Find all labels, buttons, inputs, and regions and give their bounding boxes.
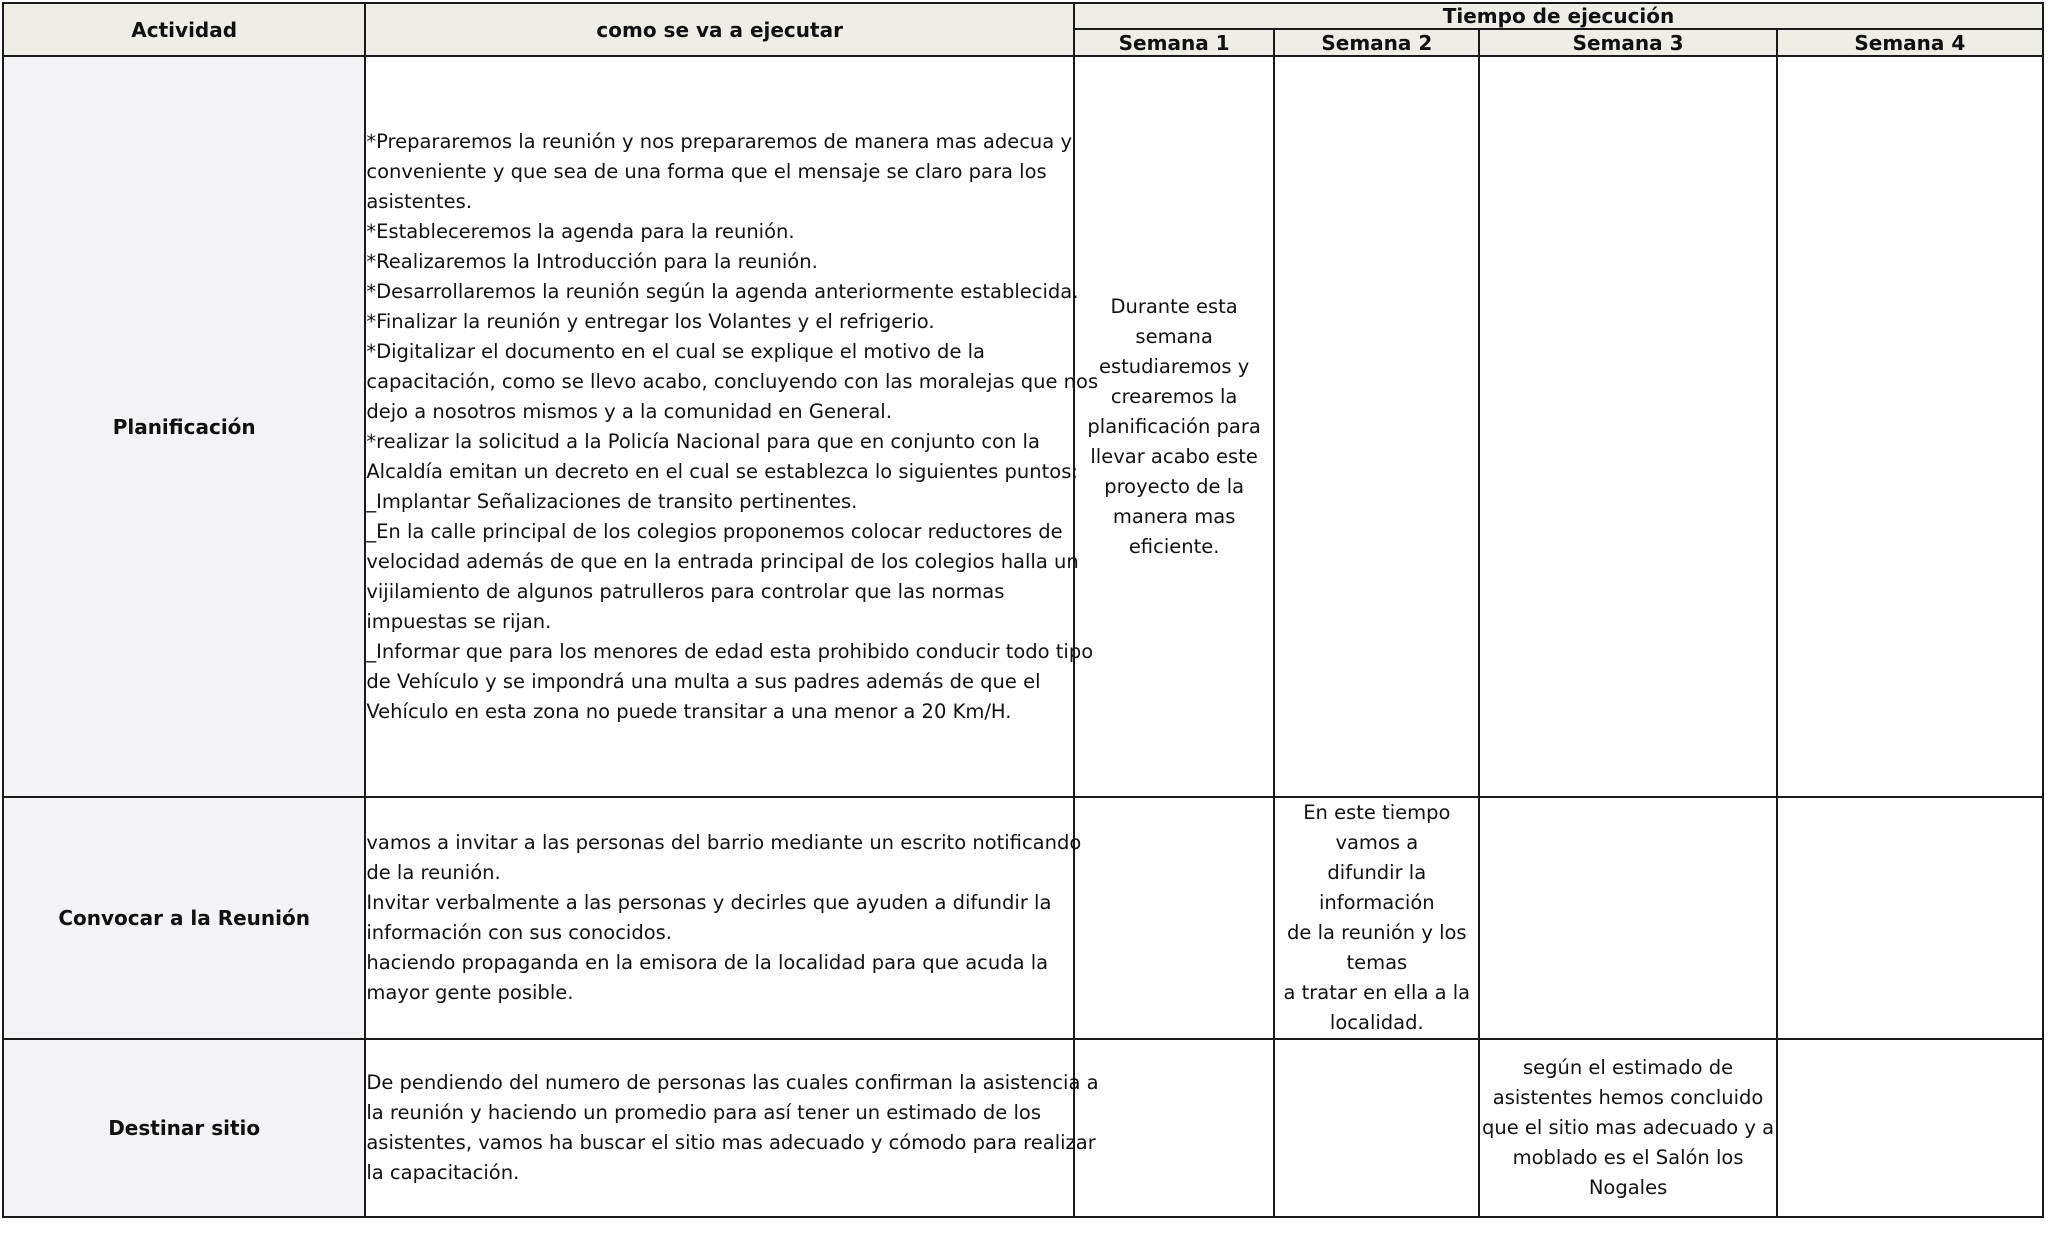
- week-4-cell: [1777, 797, 2043, 1039]
- cell-text-line: semana: [1135, 324, 1213, 348]
- cell-text-line: *Prepararemos la reunión y nos prepararemos de manera mas adecua y: [366, 129, 1072, 153]
- cell-text-line: moblado es el Salón los: [1512, 1146, 1744, 1169]
- table-row: [3, 797, 2043, 1039]
- cell-text-line: Nogales: [1588, 1176, 1668, 1199]
- cell-text-line: De pendiendo del numero de personas las cuales confirman la asistencia a: [366, 1071, 1099, 1094]
- cell-text-line: eficiente.: [1128, 534, 1220, 558]
- cell-text-line: En este tiempo: [1303, 801, 1451, 824]
- header-semana-2: Semana 2: [1274, 29, 1479, 56]
- description-cell: [365, 797, 1082, 1039]
- cell-text-line: de Vehículo y se impondrá una multa a sus padres además de que el: [366, 669, 1041, 693]
- cell-text-line: difundir la: [1327, 861, 1427, 884]
- header-semana-1: Semana 1: [1074, 29, 1274, 56]
- cell-text-line: a tratar en ella a la: [1283, 981, 1471, 1004]
- cell-text-line: impuestas se rijan.: [366, 609, 552, 633]
- header-actividad: Actividad: [3, 3, 365, 56]
- cell-text-line: *Estableceremos la agenda para la reunión.: [366, 219, 795, 243]
- cell-text-line: vamos a: [1335, 831, 1419, 854]
- cell-text-line: asistentes hemos concluido: [1492, 1086, 1764, 1109]
- cell-text-line: información con sus conocidos.: [366, 921, 672, 944]
- header-semana-4: Semana 4: [1777, 29, 2043, 56]
- cell-text-line: que el sitio mas adecuado y a: [1481, 1116, 1775, 1139]
- week-1-cell: [1074, 797, 1274, 1039]
- cell-text-line: _En la calle principal de los colegios proponemos colocar reductores de: [366, 519, 1063, 543]
- cell-text-line: dejo a nosotros mismos y a la comunidad en General.: [366, 399, 892, 423]
- cell-text-line: localidad.: [1329, 1011, 1424, 1034]
- cell-text-line: información: [1319, 891, 1435, 914]
- cell-text-line: mayor gente posible.: [366, 981, 574, 1004]
- cell-text-line: según el estimado de: [1522, 1056, 1734, 1079]
- week-3-cell: [1479, 1039, 1776, 1217]
- cell-text-line: asistentes, vamos ha buscar el sitio mas adecuado y cómodo para realizar: [366, 1131, 1096, 1154]
- cell-text-line: Vehículo en esta zona no puede transitar a una menor a 20 Km/H.: [366, 699, 1012, 723]
- week-4-cell: [1777, 56, 2043, 797]
- cell-text-line: estudiaremos y: [1098, 354, 1250, 378]
- header-tiempo-de-ejecucion: Tiempo de ejecución: [1074, 3, 2043, 29]
- table-row: [3, 56, 2043, 797]
- cell-text-line: temas: [1346, 951, 1408, 974]
- description-cell: [365, 1039, 1099, 1217]
- execution-plan-table: [2, 2, 2044, 1218]
- cell-text-line: haciendo propaganda en la emisora de la localidad para que acuda la: [366, 951, 1049, 974]
- cell-text-line: proyecto de la: [1104, 474, 1245, 498]
- cell-text-line: conveniente y que sea de una forma que el mensaje se claro para los: [366, 159, 1047, 183]
- cell-text-line: *Digitalizar el documento en el cual se explique el motivo de la: [366, 339, 986, 363]
- week-2-cell: [1274, 797, 1479, 1039]
- cell-text-line: velocidad además de que en la entrada principal de los colegios halla un: [366, 549, 1079, 573]
- cell-text-line: planificación para: [1087, 414, 1261, 438]
- cell-text-line: la reunión y haciendo un promedio para así tener un estimado de los: [366, 1101, 1041, 1124]
- cell-text-line: la capacitación.: [366, 1161, 520, 1184]
- header-como-se-va-a-ejecutar: como se va a ejecutar: [365, 3, 1074, 56]
- activity-cell: Planificación: [3, 56, 365, 797]
- week-2-cell: [1274, 56, 1479, 797]
- cell-text-line: *Desarrollaremos la reunión según la agenda anteriormente establecida.: [366, 279, 1079, 303]
- cell-text-line: _Informar que para los menores de edad esta prohibido conducir todo tipo: [366, 639, 1094, 663]
- cell-text-line: _Implantar Señalizaciones de transito pertinentes.: [366, 489, 858, 513]
- cell-text-line: asistentes.: [366, 189, 473, 213]
- week-4-cell: [1777, 1039, 2043, 1217]
- description-cell: [365, 56, 1099, 797]
- cell-text-line: llevar acabo este: [1090, 444, 1258, 468]
- cell-text-line: vamos a invitar a las personas del barrio mediante un escrito notificando: [366, 831, 1082, 854]
- cell-text-line: de la reunión y los: [1287, 921, 1467, 944]
- week-2-cell: [1274, 1039, 1479, 1217]
- week-3-cell: [1479, 56, 1776, 797]
- cell-text-line: vijilamiento de algunos patrulleros para controlar que las normas: [366, 579, 1005, 603]
- cell-text-line: *Realizaremos la Introducción para la reunión.: [366, 249, 818, 273]
- table-row: [3, 1039, 2043, 1217]
- activity-cell: Convocar a la Reunión: [3, 797, 365, 1039]
- cell-text-line: crearemos la: [1110, 384, 1238, 408]
- cell-text-line: *realizar la solicitud a la Policía Nacional para que en conjunto con la: [366, 429, 1040, 453]
- cell-text-line: *Finalizar la reunión y entregar los Volantes y el refrigerio.: [366, 309, 935, 333]
- week-1-cell: [1074, 1039, 1274, 1217]
- cell-text-line: de la reunión.: [366, 861, 501, 884]
- header-semana-3: Semana 3: [1479, 29, 1776, 56]
- cell-text-line: manera mas: [1112, 504, 1236, 528]
- cell-text-line: Alcaldía emitan un decreto en el cual se establezca lo siguientes puntos:: [366, 459, 1078, 483]
- cell-text-line: Durante esta: [1110, 294, 1238, 318]
- cell-text-line: capacitación, como se llevo acabo, concluyendo con las moralejas que nos: [366, 369, 1099, 393]
- week-3-cell: [1479, 797, 1776, 1039]
- cell-text-line: Invitar verbalmente a las personas y decirles que ayuden a difundir la: [366, 891, 1052, 914]
- activity-cell: Destinar sitio: [3, 1039, 365, 1217]
- week-1-cell: [1074, 56, 1274, 797]
